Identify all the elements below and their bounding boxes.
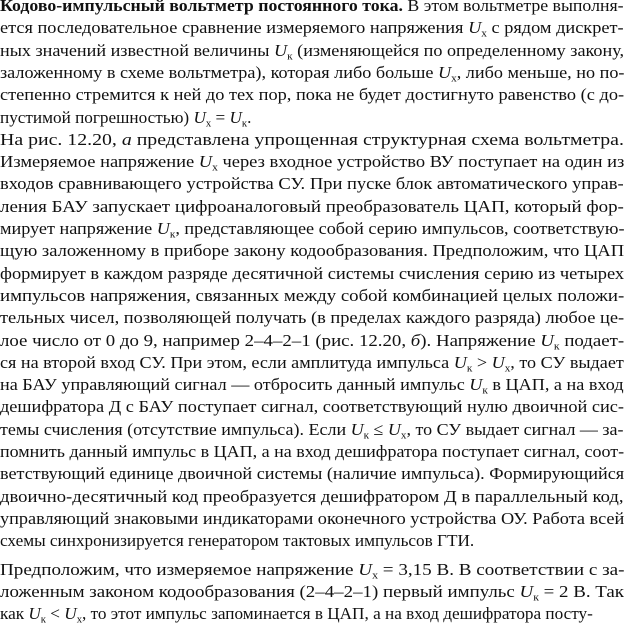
text-line — [0, 129, 624, 151]
text-run: мирует напряжение — [0, 219, 157, 238]
italic-symbol: U — [519, 581, 534, 601]
text-line — [0, 441, 624, 463]
italic-symbol: U — [198, 152, 213, 172]
text-run: Измеряемое напряжение — [0, 152, 199, 172]
text-run: двоично-десятичный код преобразуется дешифратором Д в параллельный код, — [0, 486, 624, 506]
text-line — [0, 285, 624, 307]
text-run: (изменяющейся по определенному закону, — [292, 40, 624, 60]
text-run: ). Напряжение — [420, 330, 541, 350]
text-line — [0, 218, 625, 240]
text-line — [0, 330, 624, 352]
italic-symbol: U — [358, 559, 373, 579]
italic-symbol: U — [491, 352, 505, 372]
text-line — [0, 173, 624, 195]
text-run: = — [211, 107, 230, 127]
text-run: входов сравнивающего устройства СУ. При пуске блок автоматического управ- — [0, 174, 624, 194]
text-run: схемы синхронизируется генератором тактовых импульсов ГТИ. — [0, 531, 475, 551]
text-run: Предположим, что измеряемое напряжение — [0, 559, 359, 579]
text-run: ся на второй вход СУ. При этом, если амплитуда импульса — [0, 352, 454, 372]
text-run: , либо меньше, но по- — [456, 62, 625, 82]
subscript: к — [533, 592, 539, 604]
text-run: , то этот импульс запоминается в ЦАП, а на вход дешифратора посту- — [82, 604, 593, 624]
subscript: к — [287, 51, 293, 63]
bold-heading: Кодово-импульсный вольтметр постоянного тока. — [0, 0, 403, 15]
text-line — [0, 352, 624, 374]
italic-symbol: U — [437, 62, 452, 82]
text-run: = 2 В. Так — [538, 581, 624, 601]
text-line — [0, 530, 474, 552]
text-run: темы счисления (отсутствие импульса). Если — [0, 419, 351, 439]
text-line — [0, 151, 624, 173]
text-run: , представляющее собой серию импульсов, соответствую- — [175, 219, 625, 238]
italic-symbol: U — [193, 107, 206, 127]
italic-symbol: U — [387, 419, 401, 439]
text-run: лое число от 0 до 9, например 2–4–2–1 (рис. 12.20, — [0, 330, 411, 350]
text-run: щую заложенному в приборе закону кодообразования. Предположим, что ЦАП — [0, 241, 625, 261]
text-run: . — [247, 107, 252, 127]
subscript: x — [451, 73, 457, 85]
subscript: к — [40, 614, 46, 626]
text-run: с рядом дискрет- — [486, 18, 624, 38]
text-line — [0, 17, 624, 39]
italic-symbol: U — [229, 107, 242, 127]
text-run: , то СУ выдает сигнал — за- — [406, 419, 624, 439]
text-run: пустимой погрешностью) — [0, 107, 194, 127]
text-line — [0, 263, 624, 285]
italic-symbol: а — [121, 129, 132, 149]
text-line — [0, 62, 624, 84]
subscript: x — [504, 363, 511, 375]
text-run: = 3,15 В. В соответствии с за- — [378, 559, 625, 579]
text-run: представлена упрощенная структурная схема вольтметра. — [131, 129, 624, 149]
text-run: ных значений известной величины — [0, 40, 275, 60]
text-run: ветствующий единице двоичной системы (наличие импульса). Формирующийся — [0, 464, 625, 484]
italic-symbol: U — [469, 375, 483, 395]
text-run: заложенному в схеме вольтметра), которая либо больше — [0, 62, 438, 82]
text-line — [0, 463, 624, 485]
text-run: В этом вольтметре выполня- — [402, 0, 624, 15]
subscript: x — [205, 118, 212, 130]
text-run: , то СУ выдает — [510, 352, 624, 372]
subscript: к — [241, 118, 248, 130]
text-line — [0, 0, 624, 17]
text-run: На рис. 12.20, — [0, 129, 122, 149]
italic-symbol: U — [64, 604, 77, 624]
italic-symbol: U — [468, 18, 482, 38]
text-run: подает- — [559, 330, 625, 350]
subscript: к — [482, 385, 488, 397]
subscript: к — [363, 430, 370, 442]
text-line — [0, 196, 624, 218]
text-line — [0, 84, 624, 106]
text-run: помнить данный импульс в ЦАП, а на вход дешифратора поступает сигнал, соот- — [0, 442, 625, 461]
text-run: дешифратора Д с БАУ поступает сигнал, соответствующий нулю двоичной сис- — [0, 397, 624, 417]
text-line — [0, 307, 624, 329]
subscript: x — [212, 162, 218, 174]
text-run: > — [472, 352, 492, 372]
italic-symbol: U — [156, 219, 170, 238]
text-run: через входное устройство ВУ поступает на один из — [217, 152, 625, 172]
text-run: ется последовательное сравнение измеряемого напряжения — [0, 18, 469, 38]
italic-symbol: U — [28, 604, 41, 624]
subscript: x — [372, 570, 379, 582]
text-line — [0, 603, 593, 625]
italic-symbol: U — [274, 40, 288, 60]
subscript: к — [169, 229, 176, 241]
text-run: ления БАУ запускает цифроаналоговый преобразователь ЦАП, который фор- — [0, 196, 624, 216]
italic-symbol: б — [410, 330, 421, 350]
text-run: формирует в каждом разряде десятичной системы счисления серию из четырех — [0, 263, 625, 283]
text-line — [0, 581, 624, 603]
text-run: < — [45, 604, 65, 624]
text-line — [0, 486, 623, 508]
text-run: в ЦАП, а на вход — [487, 375, 624, 395]
italic-symbol: U — [453, 352, 467, 372]
text-run: импульсов напряжения, связанных между собой комбинацией целых положи- — [0, 285, 625, 305]
subscript: x — [76, 614, 83, 626]
text-line — [0, 240, 624, 262]
text-line — [0, 559, 624, 581]
text-line — [0, 508, 624, 530]
text-line — [0, 40, 624, 62]
text-run: управляющий знаковыми индикаторами оконечного устройства ОУ. Работа всей — [0, 508, 625, 528]
italic-symbol: U — [350, 419, 364, 439]
text-line — [0, 396, 624, 418]
text-run: ≤ — [369, 419, 388, 439]
text-run: тельных чисел, позволяющей получать (в пределах каждого разряда) любое це- — [0, 308, 625, 328]
text-run: степенно стремится к ней до тех пор, пока не будет достигнуто равенство (с до- — [0, 85, 625, 105]
text-line — [0, 374, 624, 396]
text-line — [0, 419, 624, 441]
subscript: x — [481, 29, 487, 41]
italic-symbol: U — [540, 330, 554, 350]
subscript: x — [400, 430, 407, 442]
text-run: ложенным законом кодообразования (2–4–2–1) первый импульс — [0, 581, 520, 601]
text-run: как — [0, 604, 29, 624]
text-line — [0, 107, 251, 129]
subscript: к — [466, 363, 473, 375]
subscript: к — [553, 341, 560, 353]
text-run: на БАУ управляющий сигнал — отбросить данный импульс — [0, 375, 470, 395]
